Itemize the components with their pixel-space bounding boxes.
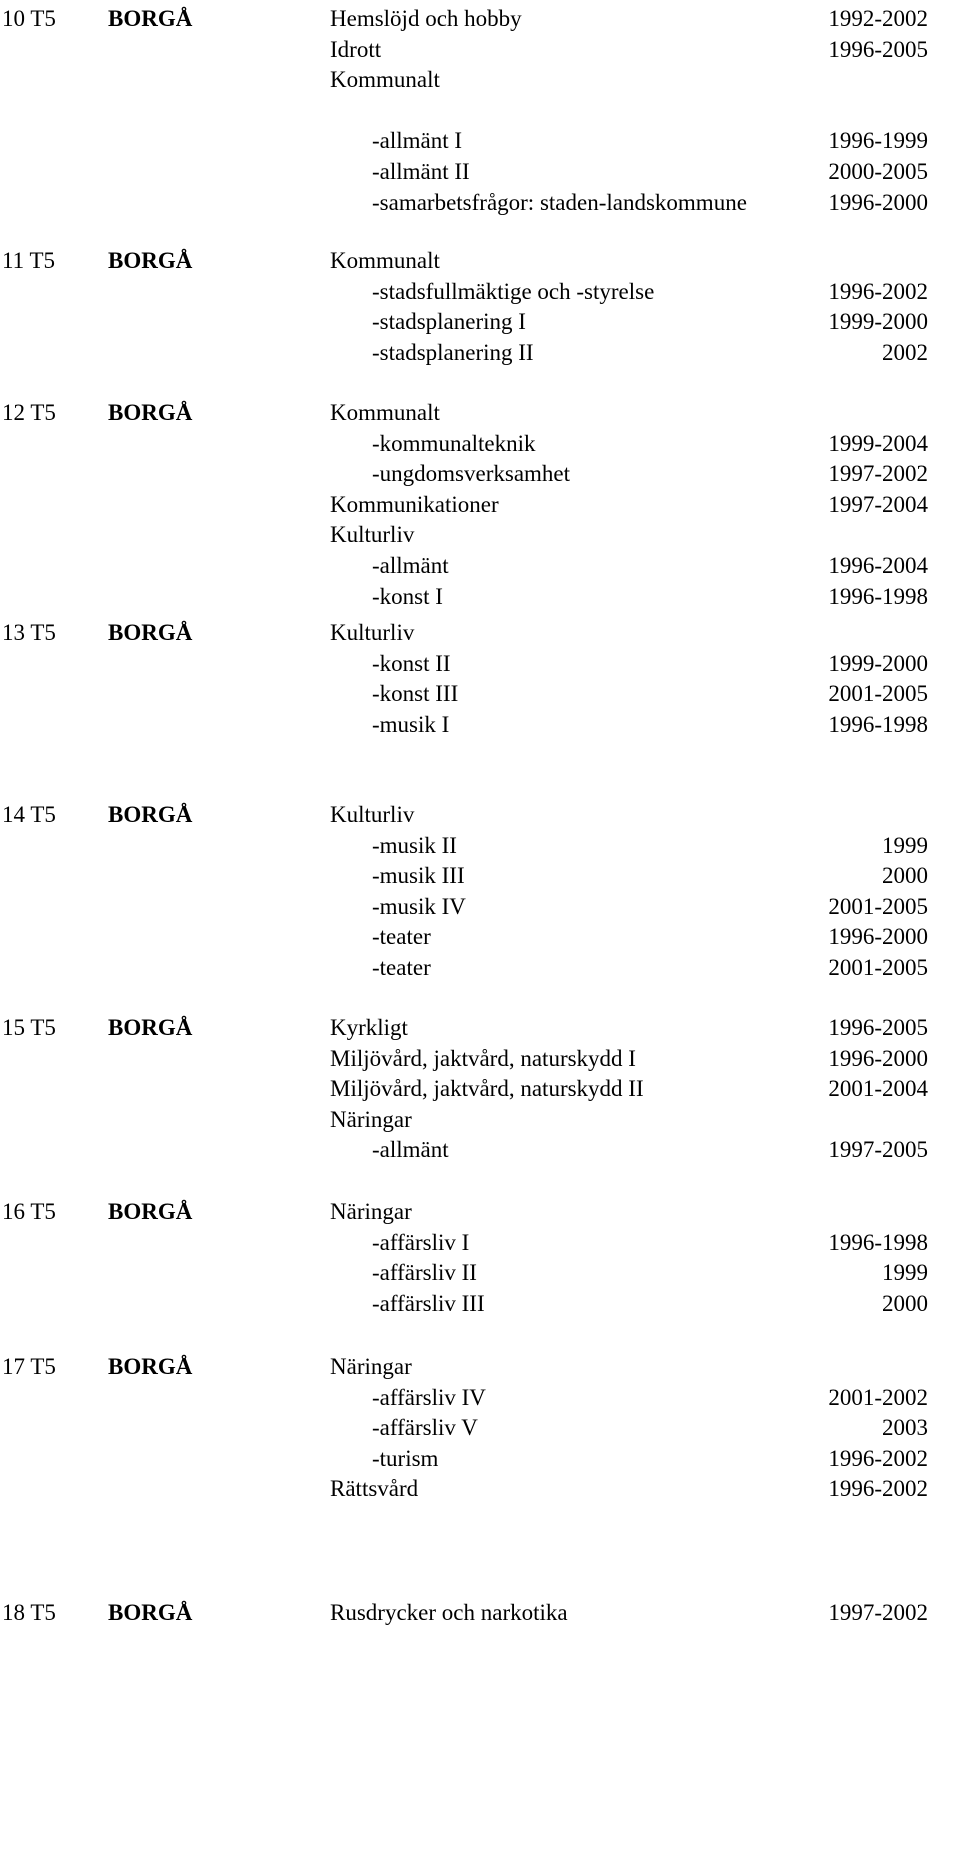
subtopic: -affärsliv II bbox=[372, 1260, 477, 1285]
list-item bbox=[0, 1444, 960, 1474]
list-item bbox=[0, 246, 960, 276]
year-range: 2003 bbox=[882, 1415, 928, 1440]
list-item bbox=[0, 1228, 960, 1258]
box-number: 11 T5 bbox=[2, 248, 56, 273]
subtopic: -turism bbox=[372, 1446, 439, 1471]
list-item bbox=[0, 338, 960, 368]
year-range: 2000-2005 bbox=[828, 159, 928, 184]
year-range: 1996-2002 bbox=[828, 1446, 928, 1471]
subtopic: -allmänt II bbox=[372, 159, 470, 184]
year-range: 2002 bbox=[882, 340, 928, 365]
place-name: BORGÅ bbox=[108, 1600, 193, 1625]
list-item bbox=[0, 1197, 960, 1227]
topic: Miljövård, jaktvård, naturskydd I bbox=[330, 1046, 636, 1071]
place-name: BORGÅ bbox=[108, 802, 193, 827]
list-item bbox=[0, 1598, 960, 1628]
year-range: 2000 bbox=[882, 863, 928, 888]
list-item bbox=[0, 861, 960, 891]
list-item bbox=[0, 65, 960, 95]
topic: Näringar bbox=[330, 1199, 412, 1224]
subtopic: -kommunalteknik bbox=[372, 431, 536, 456]
list-item bbox=[0, 4, 960, 34]
subtopic: -musik III bbox=[372, 863, 465, 888]
subtopic: -ungdomsverksamhet bbox=[372, 461, 571, 486]
topic: Kommunalt bbox=[330, 248, 440, 273]
subtopic: -affärsliv III bbox=[372, 1291, 485, 1316]
year-range: 1996-2002 bbox=[828, 279, 928, 304]
list-item bbox=[0, 307, 960, 337]
year-range: 1996-2002 bbox=[828, 1476, 928, 1501]
year-range: 1996-2000 bbox=[828, 190, 928, 215]
list-item bbox=[0, 679, 960, 709]
topic: Kommunalt bbox=[330, 400, 440, 425]
topic: Rusdrycker och narkotika bbox=[330, 1600, 568, 1625]
list-item bbox=[0, 1074, 960, 1104]
list-item bbox=[0, 277, 960, 307]
list-item bbox=[0, 1105, 960, 1135]
year-range: 1999-2000 bbox=[828, 309, 928, 334]
topic: Kommunalt bbox=[330, 67, 440, 92]
list-item bbox=[0, 188, 960, 218]
list-item bbox=[0, 1289, 960, 1319]
list-item bbox=[0, 1383, 960, 1413]
year-range: 2001-2005 bbox=[828, 955, 928, 980]
topic: Kyrkligt bbox=[330, 1015, 408, 1040]
list-item bbox=[0, 1135, 960, 1165]
list-item bbox=[0, 1013, 960, 1043]
list-item bbox=[0, 429, 960, 459]
topic: Idrott bbox=[330, 37, 382, 62]
topic: Miljövård, jaktvård, naturskydd II bbox=[330, 1076, 644, 1101]
box-number: 16 T5 bbox=[2, 1199, 56, 1224]
year-range: 1997-2004 bbox=[828, 492, 928, 517]
list-item bbox=[0, 892, 960, 922]
year-range: 1997-2002 bbox=[828, 1600, 928, 1625]
list-item bbox=[0, 831, 960, 861]
place-name: BORGÅ bbox=[108, 248, 193, 273]
year-range: 2001-2005 bbox=[828, 681, 928, 706]
year-range: 2000 bbox=[882, 1291, 928, 1316]
year-range: 1996-2004 bbox=[828, 553, 928, 578]
place-name: BORGÅ bbox=[108, 620, 193, 645]
list-item bbox=[0, 800, 960, 830]
subtopic: -affärsliv I bbox=[372, 1230, 470, 1255]
year-range: 1999 bbox=[882, 833, 928, 858]
place-name: BORGÅ bbox=[108, 1354, 193, 1379]
list-item bbox=[0, 1258, 960, 1288]
year-range: 1996-1998 bbox=[828, 1230, 928, 1255]
list-item bbox=[0, 157, 960, 187]
list-item bbox=[0, 459, 960, 489]
year-range: 1996-2005 bbox=[828, 37, 928, 62]
list-item bbox=[0, 551, 960, 581]
topic: Kulturliv bbox=[330, 620, 415, 645]
subtopic: -samarbetsfrågor: staden-landskommune bbox=[372, 190, 747, 215]
year-range: 1999-2004 bbox=[828, 431, 928, 456]
box-number: 13 T5 bbox=[2, 620, 56, 645]
subtopic: -allmänt bbox=[372, 1137, 449, 1162]
subtopic: -konst III bbox=[372, 681, 459, 706]
year-range: 1996-1998 bbox=[828, 584, 928, 609]
box-number: 17 T5 bbox=[2, 1354, 56, 1379]
topic: Näringar bbox=[330, 1107, 412, 1132]
list-item bbox=[0, 520, 960, 550]
topic: Kulturliv bbox=[330, 522, 415, 547]
place-name: BORGÅ bbox=[108, 1015, 193, 1040]
list-item bbox=[0, 398, 960, 428]
year-range: 1996-2000 bbox=[828, 1046, 928, 1071]
subtopic: -musik IV bbox=[372, 894, 466, 919]
year-range: 1996-2000 bbox=[828, 924, 928, 949]
box-number: 15 T5 bbox=[2, 1015, 56, 1040]
list-item bbox=[0, 953, 960, 983]
subtopic: -musik I bbox=[372, 712, 450, 737]
list-item bbox=[0, 35, 960, 65]
topic: Kulturliv bbox=[330, 802, 415, 827]
list-item bbox=[0, 922, 960, 952]
subtopic: -allmänt I bbox=[372, 128, 463, 153]
topic: Rättsvård bbox=[330, 1476, 419, 1501]
box-number: 10 T5 bbox=[2, 6, 56, 31]
subtopic: -stadsfullmäktige och -styrelse bbox=[372, 279, 655, 304]
list-item bbox=[0, 710, 960, 740]
subtopic: -teater bbox=[372, 955, 431, 980]
topic: Kommunikationer bbox=[330, 492, 499, 517]
subtopic: -affärsliv V bbox=[372, 1415, 478, 1440]
year-range: 1999-2000 bbox=[828, 651, 928, 676]
year-range: 1997-2005 bbox=[828, 1137, 928, 1162]
year-range: 2001-2002 bbox=[828, 1385, 928, 1410]
list-item bbox=[0, 1413, 960, 1443]
subtopic: -teater bbox=[372, 924, 431, 949]
year-range: 1997-2002 bbox=[828, 461, 928, 486]
list-item bbox=[0, 1352, 960, 1382]
year-range: 1996-2005 bbox=[828, 1015, 928, 1040]
place-name: BORGÅ bbox=[108, 1199, 193, 1224]
list-item bbox=[0, 582, 960, 612]
subtopic: -affärsliv IV bbox=[372, 1385, 486, 1410]
list-item bbox=[0, 1044, 960, 1074]
place-name: BORGÅ bbox=[108, 400, 193, 425]
year-range: 1996-1998 bbox=[828, 712, 928, 737]
subtopic: -stadsplanering I bbox=[372, 309, 526, 334]
year-range: 2001-2005 bbox=[828, 894, 928, 919]
subtopic: -stadsplanering II bbox=[372, 340, 534, 365]
topic: Hemslöjd och hobby bbox=[330, 6, 522, 31]
subtopic: -konst I bbox=[372, 584, 443, 609]
subtopic: -konst II bbox=[372, 651, 451, 676]
list-item bbox=[0, 490, 960, 520]
place-name: BORGÅ bbox=[108, 6, 193, 31]
year-range: 2001-2004 bbox=[828, 1076, 928, 1101]
year-range: 1996-1999 bbox=[828, 128, 928, 153]
box-number: 18 T5 bbox=[2, 1600, 56, 1625]
subtopic: -musik II bbox=[372, 833, 457, 858]
list-item bbox=[0, 649, 960, 679]
list-item bbox=[0, 1474, 960, 1504]
list-item bbox=[0, 126, 960, 156]
topic: Näringar bbox=[330, 1354, 412, 1379]
year-range: 1992-2002 bbox=[828, 6, 928, 31]
box-number: 14 T5 bbox=[2, 802, 56, 827]
box-number: 12 T5 bbox=[2, 400, 56, 425]
year-range: 1999 bbox=[882, 1260, 928, 1285]
subtopic: -allmänt bbox=[372, 553, 449, 578]
list-item bbox=[0, 618, 960, 648]
